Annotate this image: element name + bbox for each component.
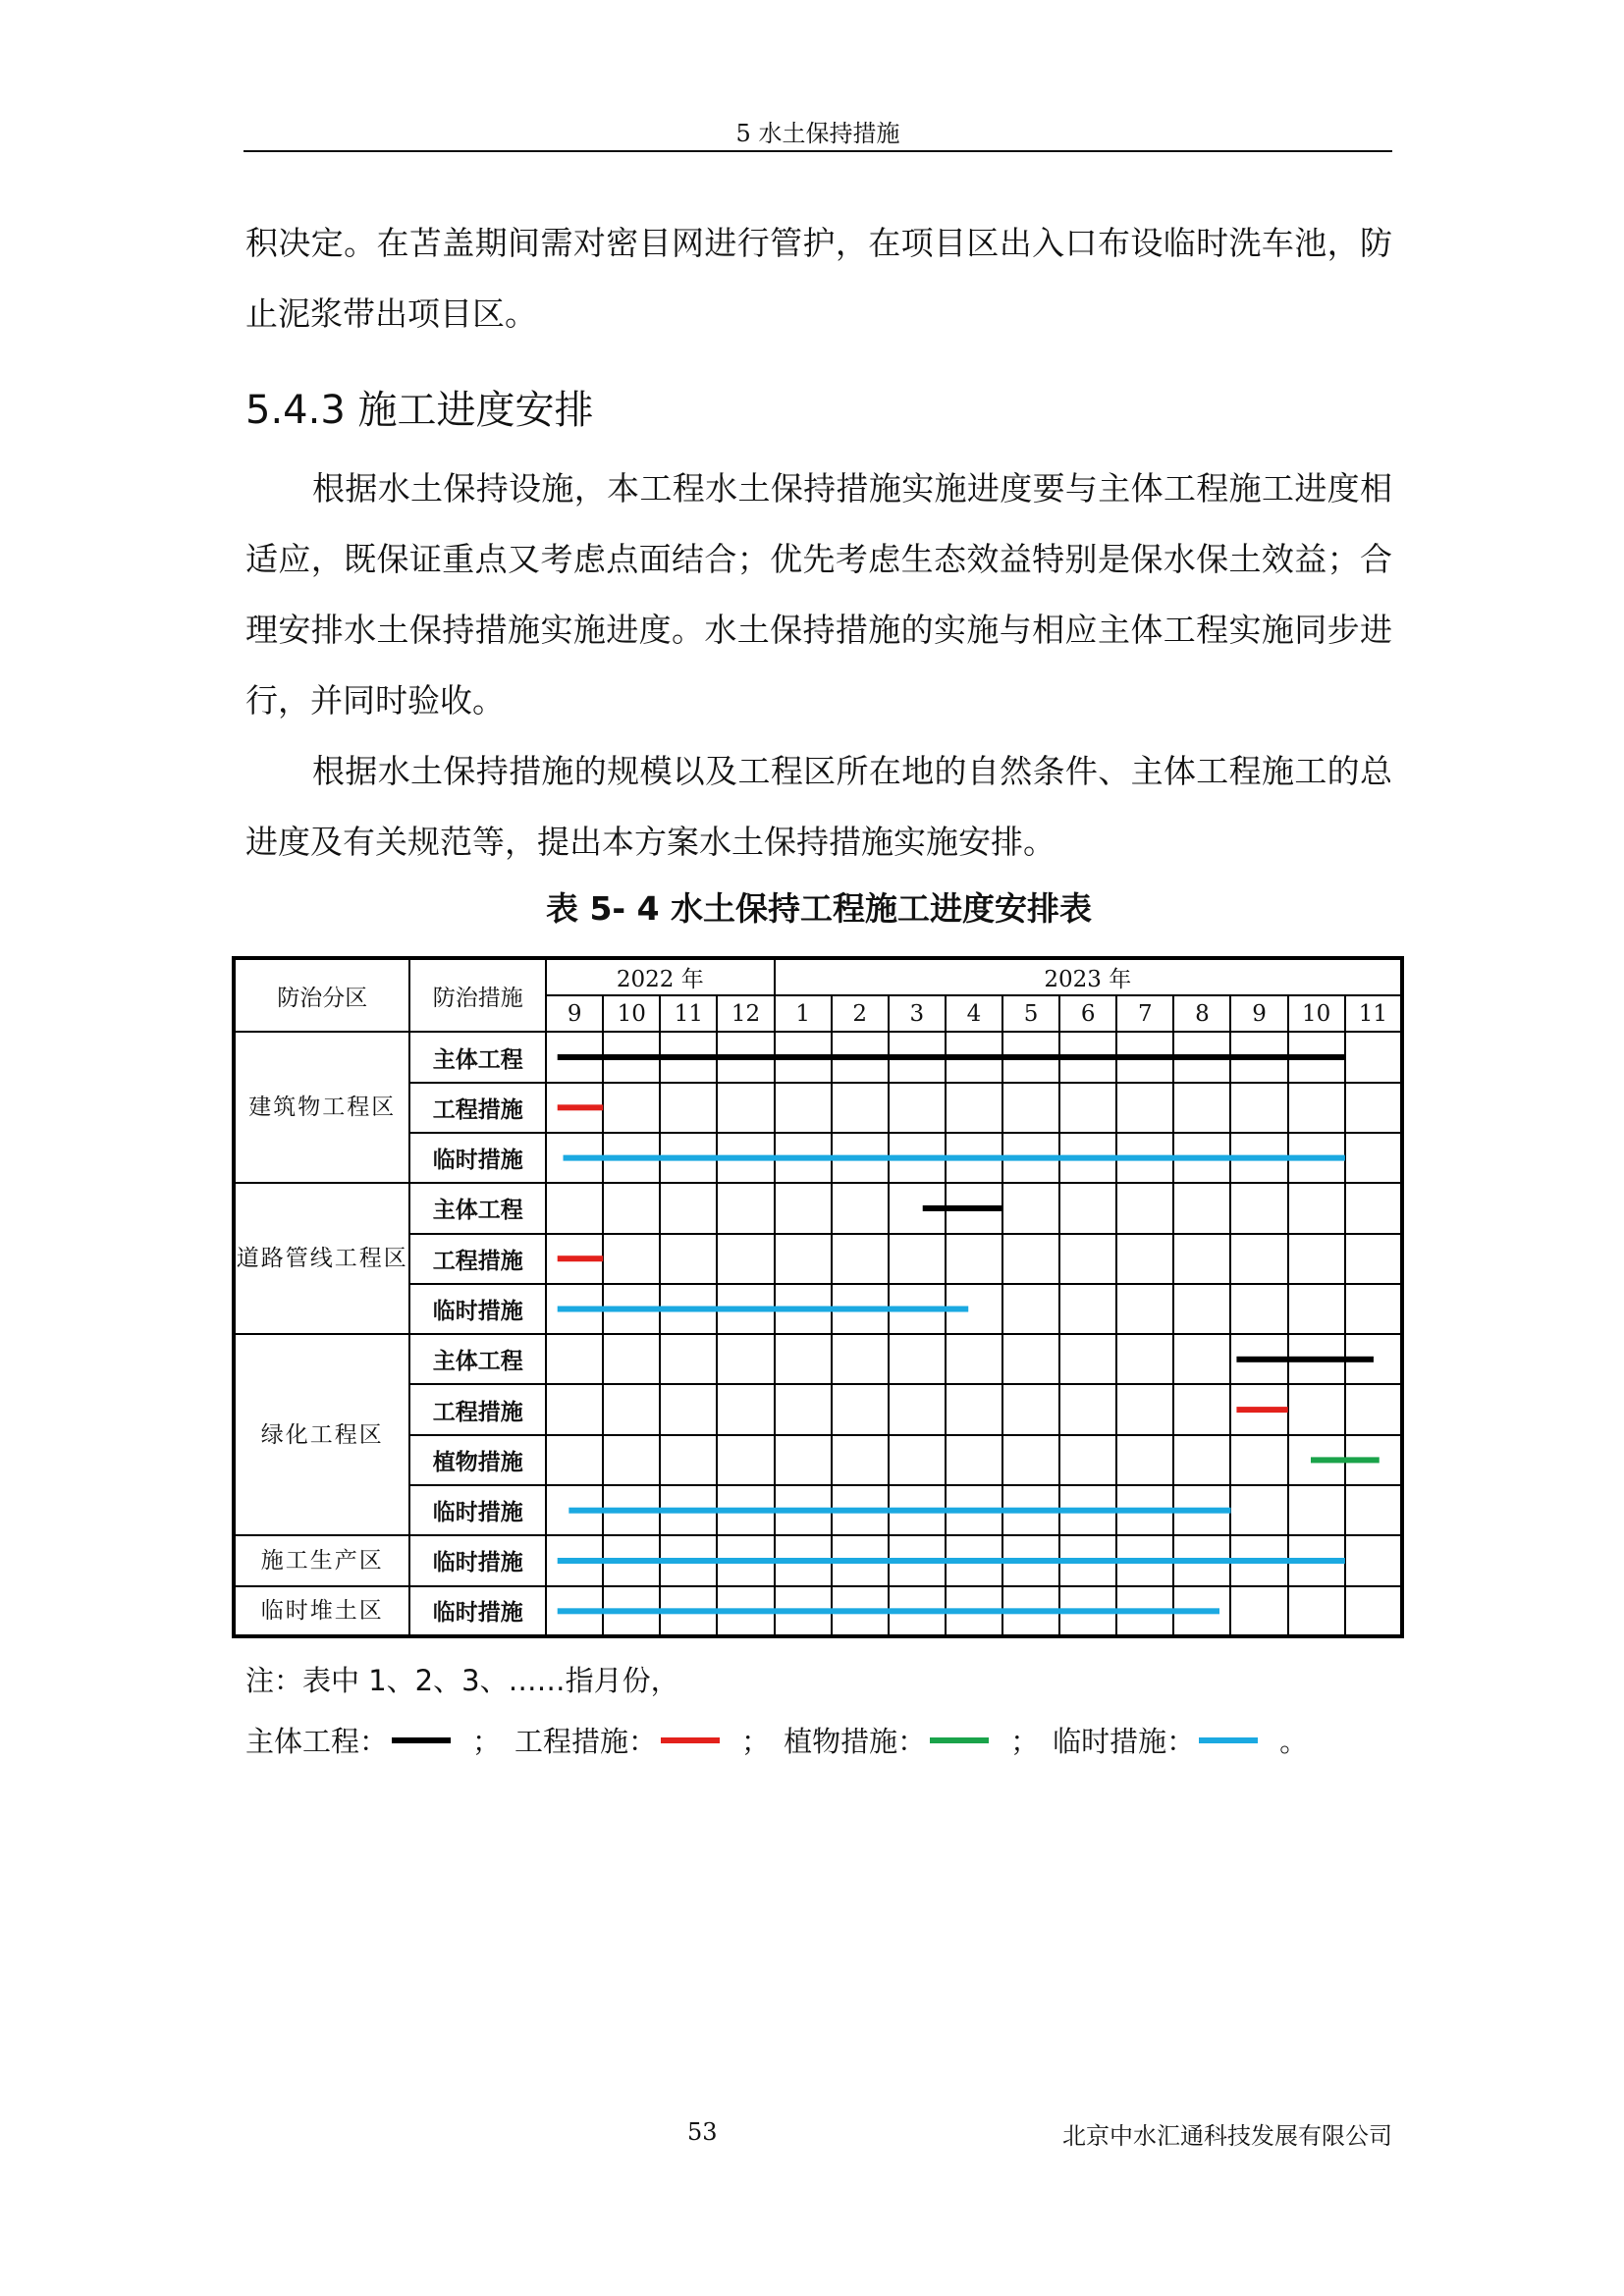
schedule-cell	[1173, 1586, 1230, 1636]
schedule-cell	[1288, 1183, 1345, 1233]
legend	[245, 1720, 1322, 1759]
schedule-cell	[603, 1535, 660, 1585]
schedule-cell	[832, 1586, 889, 1636]
schedule-cell	[775, 1485, 832, 1535]
schedule-cell	[832, 1133, 889, 1183]
schedule-cell	[603, 1586, 660, 1636]
schedule-cell	[946, 1083, 1002, 1133]
schedule-cell	[1116, 1535, 1173, 1585]
schedule-cell	[832, 1384, 889, 1434]
month-header: 3	[889, 995, 946, 1033]
schedule-cell	[1230, 1284, 1287, 1334]
schedule-cell	[1059, 1485, 1116, 1535]
schedule-cell	[775, 1334, 832, 1384]
schedule-cell	[660, 1586, 717, 1636]
schedule-cell	[832, 1234, 889, 1284]
zone-name: 临时堆土区	[234, 1586, 409, 1636]
schedule-cell	[603, 1485, 660, 1535]
schedule-cell	[603, 1384, 660, 1434]
schedule-cell	[1288, 1586, 1345, 1636]
schedule-cell	[546, 1535, 603, 1585]
schedule-cell	[1345, 1183, 1402, 1233]
schedule-cell	[775, 1535, 832, 1585]
schedule-cell	[1059, 1234, 1116, 1284]
footer-company: 北京中水汇通科技发展有限公司	[1062, 2122, 1392, 2150]
header-rule	[244, 150, 1392, 152]
schedule-cell	[1345, 1234, 1402, 1284]
schedule-cell	[946, 1183, 1002, 1233]
schedule-cell	[717, 1234, 774, 1284]
schedule-cell	[946, 1284, 1002, 1334]
schedule-cell	[1002, 1183, 1059, 1233]
schedule-cell	[889, 1284, 946, 1334]
schedule-cell	[1173, 1485, 1230, 1535]
schedule-cell	[1230, 1535, 1287, 1585]
schedule-cell	[1288, 1083, 1345, 1133]
schedule-cell	[1059, 1586, 1116, 1636]
schedule-cell	[660, 1535, 717, 1585]
schedule-cell	[1116, 1032, 1173, 1082]
schedule-cell	[546, 1032, 603, 1082]
schedule-cell	[717, 1586, 774, 1636]
header-zone: 防治分区	[234, 958, 409, 1032]
header-measure: 防治措施	[409, 958, 546, 1032]
schedule-cell	[1345, 1083, 1402, 1133]
measure-name: 主体工程	[409, 1334, 546, 1384]
measure-name: 主体工程	[409, 1032, 546, 1082]
measure-name: 工程措施	[409, 1083, 546, 1133]
zone-name: 道路管线工程区	[234, 1183, 409, 1334]
zone-name: 绿化工程区	[234, 1334, 409, 1535]
schedule-cell	[1230, 1234, 1287, 1284]
schedule-cell	[889, 1334, 946, 1384]
schedule-cell	[1173, 1234, 1230, 1284]
section-heading: 5.4.3 施工进度安排	[245, 388, 594, 433]
schedule-cell	[1059, 1334, 1116, 1384]
schedule-cell	[660, 1183, 717, 1233]
schedule-cell	[1002, 1435, 1059, 1485]
schedule-cell	[546, 1384, 603, 1434]
schedule-cell	[660, 1284, 717, 1334]
schedule-cell	[1116, 1234, 1173, 1284]
schedule-cell	[1173, 1284, 1230, 1334]
schedule-cell	[1230, 1384, 1287, 1434]
schedule-cell	[832, 1435, 889, 1485]
schedule-cell	[717, 1535, 774, 1585]
schedule-cell	[1002, 1032, 1059, 1082]
schedule-cell	[660, 1334, 717, 1384]
schedule-cell	[1173, 1535, 1230, 1585]
schedule-cell	[546, 1133, 603, 1183]
month-header: 2	[832, 995, 889, 1033]
schedule-cell	[1173, 1133, 1230, 1183]
schedule-cell	[1116, 1334, 1173, 1384]
schedule-cell	[1173, 1032, 1230, 1082]
schedule-cell	[1002, 1284, 1059, 1334]
schedule-cell	[1288, 1032, 1345, 1082]
schedule-cell	[775, 1284, 832, 1334]
schedule-cell	[1230, 1334, 1287, 1384]
schedule-cell	[546, 1435, 603, 1485]
schedule-cell	[603, 1284, 660, 1334]
zone-name: 建筑物工程区	[234, 1032, 409, 1183]
schedule-cell	[1116, 1083, 1173, 1133]
schedule-cell	[1002, 1234, 1059, 1284]
schedule-cell	[1116, 1485, 1173, 1535]
schedule-cell	[889, 1586, 946, 1636]
schedule-cell	[946, 1334, 1002, 1384]
schedule-cell	[660, 1485, 717, 1535]
schedule-cell	[1288, 1384, 1345, 1434]
schedule-cell	[946, 1234, 1002, 1284]
schedule-cell	[889, 1485, 946, 1535]
legend-separator: ；	[1010, 1725, 1040, 1758]
schedule-cell	[1002, 1133, 1059, 1183]
month-header: 1	[775, 995, 832, 1033]
schedule-cell	[1173, 1183, 1230, 1233]
measure-name: 临时措施	[409, 1133, 546, 1183]
schedule-cell	[1288, 1234, 1345, 1284]
legend-label: 工程措施：	[514, 1725, 658, 1758]
schedule-cell	[1116, 1183, 1173, 1233]
schedule-cell	[717, 1384, 774, 1434]
schedule-cell	[1345, 1485, 1402, 1535]
schedule-cell	[889, 1133, 946, 1183]
measure-name: 工程措施	[409, 1384, 546, 1434]
schedule-cell	[1059, 1133, 1116, 1183]
schedule-cell	[946, 1586, 1002, 1636]
schedule-cell	[1059, 1435, 1116, 1485]
schedule-cell	[546, 1083, 603, 1133]
schedule-cell	[1288, 1284, 1345, 1334]
schedule-cell	[717, 1133, 774, 1183]
schedule-cell	[889, 1183, 946, 1233]
table-note: 注：表中 1、2、3、……指月份，	[245, 1664, 679, 1697]
month-header: 9	[546, 995, 603, 1033]
schedule-cell	[1345, 1586, 1402, 1636]
zone-name: 施工生产区	[234, 1535, 409, 1585]
schedule-cell	[775, 1435, 832, 1485]
month-header: 5	[1002, 995, 1059, 1033]
month-header: 11	[1345, 995, 1402, 1033]
schedule-cell	[889, 1384, 946, 1434]
legend-swatch-vegetation	[930, 1737, 989, 1743]
schedule-cell	[1002, 1334, 1059, 1384]
schedule-cell	[546, 1183, 603, 1233]
measure-name: 工程措施	[409, 1234, 546, 1284]
schedule-cell	[1116, 1384, 1173, 1434]
measure-name: 临时措施	[409, 1485, 546, 1535]
schedule-cell	[946, 1485, 1002, 1535]
schedule-cell	[603, 1435, 660, 1485]
month-header: 11	[660, 995, 717, 1033]
year-2023: 2023 年	[775, 958, 1402, 995]
schedule-cell	[1230, 1133, 1287, 1183]
schedule-cell	[546, 1334, 603, 1384]
schedule-cell	[603, 1133, 660, 1183]
schedule-cell	[1345, 1133, 1402, 1183]
table-caption: 表 5- 4 水土保持工程施工进度安排表	[545, 889, 1093, 928]
running-header-title: 5 水土保持措施	[735, 120, 900, 147]
schedule-cell	[717, 1435, 774, 1485]
schedule-cell	[717, 1183, 774, 1233]
schedule-cell	[775, 1183, 832, 1233]
schedule-cell	[889, 1083, 946, 1133]
month-header: 8	[1173, 995, 1230, 1033]
schedule-cell	[1345, 1334, 1402, 1384]
schedule-cell	[1288, 1485, 1345, 1535]
schedule-cell	[603, 1083, 660, 1133]
month-header: 10	[603, 995, 660, 1033]
schedule-cell	[1288, 1334, 1345, 1384]
schedule-cell	[717, 1284, 774, 1334]
schedule-cell	[546, 1234, 603, 1284]
schedule-cell	[775, 1032, 832, 1082]
schedule-cell	[603, 1234, 660, 1284]
month-header: 6	[1059, 995, 1116, 1033]
schedule-cell	[946, 1435, 1002, 1485]
schedule-cell	[660, 1384, 717, 1434]
schedule-cell	[546, 1586, 603, 1636]
schedule-cell	[775, 1384, 832, 1434]
schedule-cell	[946, 1535, 1002, 1585]
schedule-cell	[889, 1535, 946, 1585]
schedule-cell	[1230, 1435, 1287, 1485]
schedule-cell	[946, 1032, 1002, 1082]
measure-name: 临时措施	[409, 1535, 546, 1585]
schedule-cell	[1002, 1586, 1059, 1636]
schedule-cell	[717, 1083, 774, 1133]
month-header: 9	[1230, 995, 1287, 1033]
schedule-cell	[1288, 1435, 1345, 1485]
schedule-cell	[1002, 1083, 1059, 1133]
schedule-cell	[775, 1586, 832, 1636]
schedule-cell	[1002, 1485, 1059, 1535]
schedule-cell	[1230, 1083, 1287, 1133]
schedule-cell	[546, 1284, 603, 1334]
measure-name: 临时措施	[409, 1284, 546, 1334]
schedule-cell	[832, 1334, 889, 1384]
schedule-cell	[717, 1032, 774, 1082]
schedule-cell	[1173, 1334, 1230, 1384]
schedule-cell	[546, 1485, 603, 1535]
legend-separator: ；	[741, 1725, 771, 1758]
schedule-cell	[889, 1234, 946, 1284]
paragraph-3: 根据水土保持措施的规模以及工程区所在地的自然条件、主体工程施工的总进度及有关规范等，提出本方案水土保持措施实施安排。	[245, 752, 1392, 861]
schedule-cell	[946, 1133, 1002, 1183]
schedule-cell	[1345, 1032, 1402, 1082]
schedule-cell	[1059, 1535, 1116, 1585]
schedule-cell	[889, 1435, 946, 1485]
month-header: 4	[946, 995, 1002, 1033]
schedule-cell	[1173, 1435, 1230, 1485]
legend-swatch-engineering	[661, 1737, 720, 1743]
schedule-cell	[660, 1234, 717, 1284]
month-header: 7	[1116, 995, 1173, 1033]
year-2022: 2022 年	[546, 958, 774, 995]
schedule-cell	[1230, 1032, 1287, 1082]
schedule-cell	[717, 1485, 774, 1535]
schedule-cell	[603, 1032, 660, 1082]
schedule-cell	[1173, 1384, 1230, 1434]
schedule-cell	[1002, 1384, 1059, 1434]
schedule-cell	[660, 1133, 717, 1183]
schedule-cell	[775, 1133, 832, 1183]
paragraph-2: 根据水土保持设施，本工程水土保持措施实施进度要与主体工程施工进度相适应，既保证重点又考虑点面结合；优先考虑生态效益特别是保水保土效益；合理安排水土保持措施实施进度。水土保持措施的实施与相应主体工程实施同步进行，并同时验收。	[245, 469, 1392, 720]
schedule-table	[232, 956, 1404, 1638]
schedule-cell	[1345, 1435, 1402, 1485]
schedule-cell	[946, 1384, 1002, 1434]
schedule-cell	[603, 1183, 660, 1233]
schedule-cell	[1288, 1535, 1345, 1585]
schedule-cell	[832, 1032, 889, 1082]
month-header: 12	[717, 995, 774, 1033]
legend-label: 临时措施：	[1053, 1725, 1196, 1758]
schedule-cell	[832, 1284, 889, 1334]
schedule-cell	[1230, 1485, 1287, 1535]
schedule-cell	[1059, 1083, 1116, 1133]
month-header: 10	[1288, 995, 1345, 1033]
schedule-cell	[1230, 1586, 1287, 1636]
schedule-cell	[1288, 1133, 1345, 1183]
schedule-cell	[1345, 1535, 1402, 1585]
schedule-cell	[1059, 1183, 1116, 1233]
schedule-cell	[717, 1334, 774, 1384]
schedule-cell	[889, 1032, 946, 1082]
schedule-cell	[1059, 1384, 1116, 1434]
legend-separator: ；	[472, 1725, 502, 1758]
paragraph-1: 积决定。在苫盖期间需对密目网进行管护，在项目区出入口布设临时洗车池，防止泥浆带出项目区。	[245, 224, 1392, 333]
schedule-cell	[832, 1485, 889, 1535]
schedule-cell	[660, 1083, 717, 1133]
legend-separator: 。	[1279, 1725, 1309, 1758]
schedule-cell	[1116, 1133, 1173, 1183]
schedule-cell	[1116, 1284, 1173, 1334]
schedule-cell	[603, 1334, 660, 1384]
measure-name: 植物措施	[409, 1435, 546, 1485]
schedule-cell	[832, 1183, 889, 1233]
schedule-cell	[832, 1083, 889, 1133]
schedule-cell	[1116, 1586, 1173, 1636]
schedule-cell	[1345, 1284, 1402, 1334]
schedule-cell	[1116, 1435, 1173, 1485]
schedule-cell	[1059, 1032, 1116, 1082]
schedule-cell	[832, 1535, 889, 1585]
schedule-cell	[660, 1032, 717, 1082]
schedule-cell	[775, 1234, 832, 1284]
schedule-cell	[660, 1435, 717, 1485]
schedule-cell	[1059, 1284, 1116, 1334]
schedule-cell	[1345, 1384, 1402, 1434]
page-number: 53	[687, 2118, 718, 2146]
schedule-cell	[1173, 1083, 1230, 1133]
legend-swatch-main	[392, 1737, 451, 1743]
legend-swatch-temporary	[1199, 1737, 1258, 1743]
measure-name: 主体工程	[409, 1183, 546, 1233]
schedule-cell	[1002, 1535, 1059, 1585]
schedule-cell	[1230, 1183, 1287, 1233]
schedule-cell	[775, 1083, 832, 1133]
legend-label: 植物措施：	[784, 1725, 927, 1758]
measure-name: 临时措施	[409, 1586, 546, 1636]
legend-label: 主体工程：	[245, 1725, 389, 1758]
